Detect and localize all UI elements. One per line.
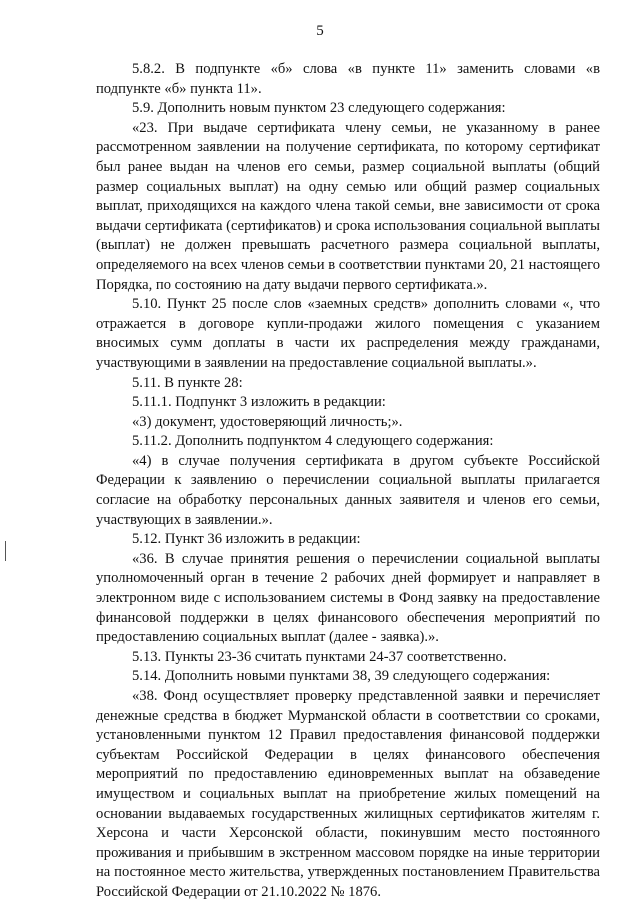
page-number: 5 [316, 23, 324, 39]
paragraph-5-11: 5.11. В пункте 28: [132, 374, 243, 391]
paragraph-5-10: 5.10. Пункт 25 после слов «заемных средств» дополнить словами «, что отражается в договоре купли-продажи жилого помещения с указанием вносимых сумм доплаты в части их распределения между гражданами, участвующими в заявлении на предоставление социальной выплаты.». [96, 296, 600, 371]
paragraph-5-9: 5.9. Дополнить новым пунктом 23 следующего содержания: [132, 100, 506, 117]
paragraph-5-14: 5.14. Дополнить новыми пунктами 38, 39 следующего содержания: [132, 668, 551, 685]
paragraph-5-13: 5.13. Пункты 23-36 считать пунктами 24-37 соответственно. [132, 648, 507, 665]
paragraph-subitem-3: «3) документ, удостоверяющий личность;». [132, 413, 403, 430]
paragraph-item-23: «23. При выдаче сертификата члену семьи, не указанному в ранее рассмотренном заявлении на получение сертификата, по которому сертификат был ранее выдан на членов его семьи, размер социальной выплаты (общий размер социальных выплат) на одну семью или общий размер социальных выплат, приходящихся на каждого члена такой семьи, вне зависимости от срока выдачи сертификата (сертификатов) и срока использования социальной выплаты (выплат) не должен превышать расчетного размера социальной выплаты, определяемого на всех членов семьи в соответствии пунктами 20, 21 настоящего Порядка, по состоянию на дату выдачи первого сертификата.». [96, 119, 600, 293]
paragraph-5-11-1: 5.11.1. Подпункт 3 изложить в редакции: [132, 394, 386, 411]
paragraph-5-12: 5.12. Пункт 36 изложить в редакции: [132, 531, 361, 548]
paragraph-5-11-2: 5.11.2. Дополнить подпунктом 4 следующего содержания: [132, 433, 494, 450]
document-body [96, 60, 600, 903]
paragraph-item-38: «38. Фонд осуществляет проверку представленной заявки и перечисляет денежные средства в бюджет Мурманской области в соответствии со сроками, установленными пунктом 12 Правил предоставления финансовой поддержки субъектам Российской Федерации в целях финансового обеспечения мероприятий по предоставлению единовременных выплат на обзаведение имуществом и социальных выплат на приобретение жилых помещений на основании выдаваемых государственных жилищных сертификатов жителям г. Херсона и части Херсонской области, покинувшим место постоянного проживания и прибывшим в экстренном массовом порядке на иные территории на постоянное место жительства, утвержденных постановлением Правительства Российской Федерации от 21.10.2022 № 1876. [96, 688, 600, 900]
paragraph-5-8-2: 5.8.2. В подпункте «б» слова «в пункте 11» заменить словами «в подпункте «б» пункта 11». [96, 61, 600, 97]
margin-mark [5, 541, 6, 561]
paragraph-subitem-4: «4) в случае получения сертификата в другом субъекте Российской Федерации к заявлению о перечислении социальной выплаты прилагается согласие на обработку персональных данных заявителя и членов его семьи, участвующих в заявлении.». [96, 452, 600, 528]
paragraph-item-36: «36. В случае принятия решения о перечислении социальной выплаты уполномоченный орган в течение 2 рабочих дней формирует и направляет в электронном виде с использованием системы в Фонд заявку на предоставление финансовой поддержки в целях финансового обеспечения мероприятий по предоставлению социальных выплат (далее - заявка).». [96, 550, 600, 646]
